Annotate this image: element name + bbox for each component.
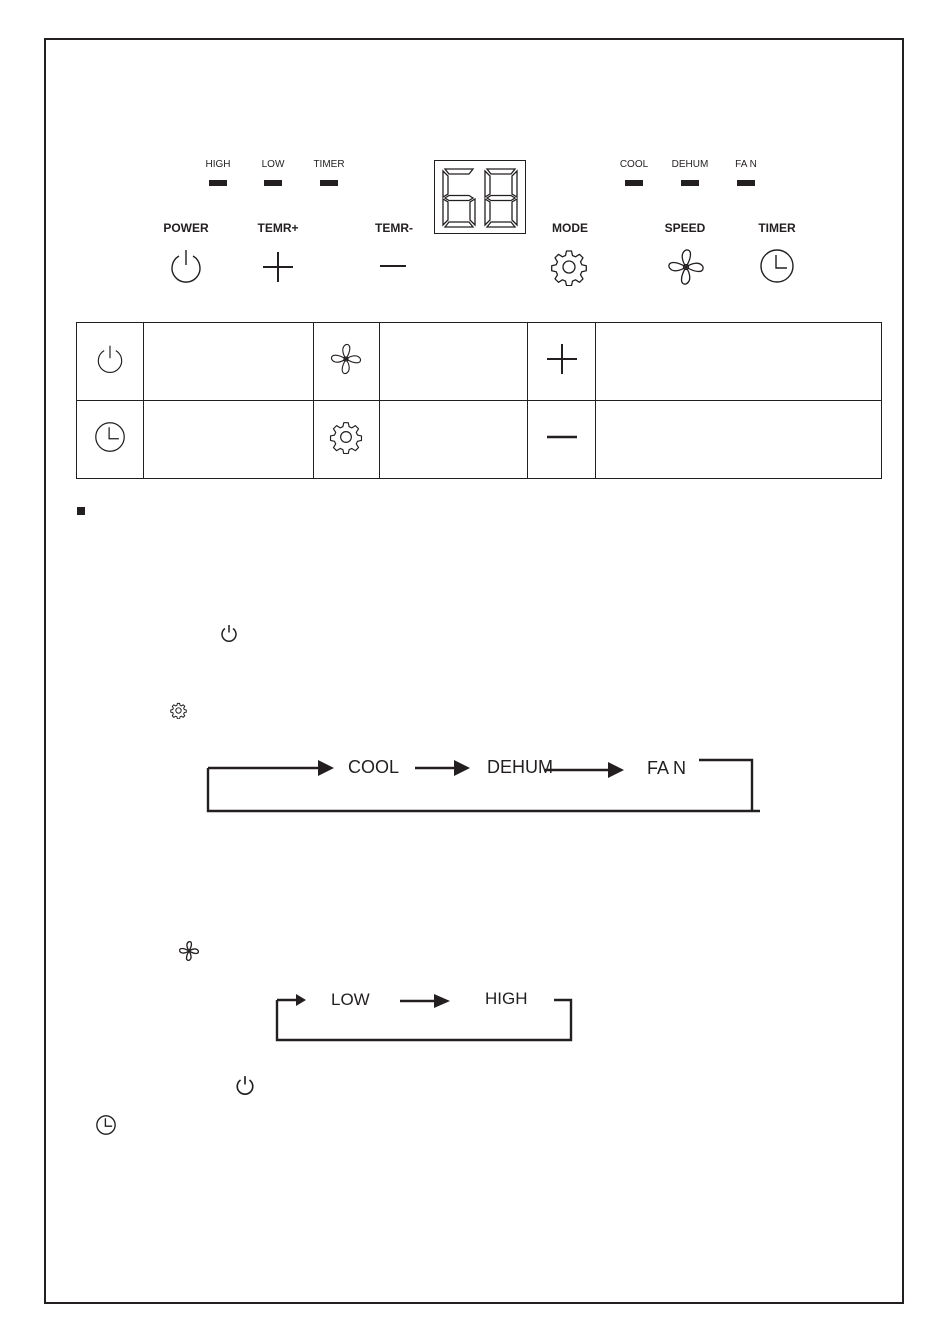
indicator-label-low: LOW [261, 159, 285, 170]
minus-icon [378, 256, 408, 276]
mode-cycle-fan: FA N [647, 758, 687, 778]
key-desc-power [143, 323, 313, 401]
indicator-led-cool [625, 180, 643, 186]
indicator-label-fan: FA N [735, 159, 757, 170]
gear-icon [170, 702, 187, 719]
speed-cycle-lines [270, 988, 580, 1046]
mode-cycle-cool: COOL [348, 757, 400, 777]
clock-icon [95, 1114, 117, 1136]
indicator-led-high [209, 180, 227, 186]
key-desc-fan [379, 323, 528, 401]
indicator-label-cool: COOL [619, 159, 649, 170]
table-row [77, 401, 882, 479]
fan-icon [178, 940, 200, 962]
key-cell-clock [77, 401, 144, 479]
seven-segment-digits [435, 161, 525, 233]
section-bullet [77, 507, 85, 515]
speed-button-label: SPEED [664, 221, 706, 235]
temp-up-button-label: TEMR+ [257, 221, 299, 235]
gear-icon [550, 248, 588, 286]
plus-icon [545, 342, 579, 376]
indicator-led-fan [737, 180, 755, 186]
indicator-led-low [264, 180, 282, 186]
key-cell-gear [313, 401, 379, 479]
speed-cycle-high: HIGH [485, 989, 528, 1008]
power-icon [235, 1075, 255, 1095]
key-cell-fan [313, 323, 379, 401]
minus-icon [545, 427, 579, 447]
key-desc-minus [596, 401, 882, 479]
speed-cycle-low: LOW [331, 990, 370, 1009]
key-desc-clock [143, 401, 313, 479]
temperature-display [434, 160, 526, 234]
power-button-label: POWER [163, 221, 209, 235]
mode-button-label: MODE [552, 221, 588, 235]
key-cell-minus [528, 401, 596, 479]
key-table [76, 322, 882, 479]
indicator-label-dehum: DEHUM [671, 159, 709, 170]
key-cell-power [77, 323, 144, 401]
mode-cycle-dehum: DEHUM [487, 757, 553, 777]
plus-icon [261, 250, 295, 284]
temp-down-button-label: TEMR- [375, 221, 413, 235]
timer-button-label: TIMER [758, 221, 796, 235]
fan-icon [666, 247, 706, 287]
indicator-label-high: HIGH [205, 159, 231, 170]
fan-icon [329, 342, 363, 376]
indicator-led-timer [320, 180, 338, 186]
clock-icon [94, 421, 126, 453]
indicator-led-dehum [681, 180, 699, 186]
key-desc-gear [379, 401, 528, 479]
key-desc-plus [596, 323, 882, 401]
key-cell-plus [528, 323, 596, 401]
gear-icon [329, 420, 363, 454]
power-icon [220, 624, 238, 642]
clock-icon [759, 248, 795, 284]
indicator-label-timer: TIMER [313, 159, 345, 170]
table-row [77, 323, 882, 401]
power-icon [95, 344, 125, 374]
power-icon [168, 248, 204, 284]
